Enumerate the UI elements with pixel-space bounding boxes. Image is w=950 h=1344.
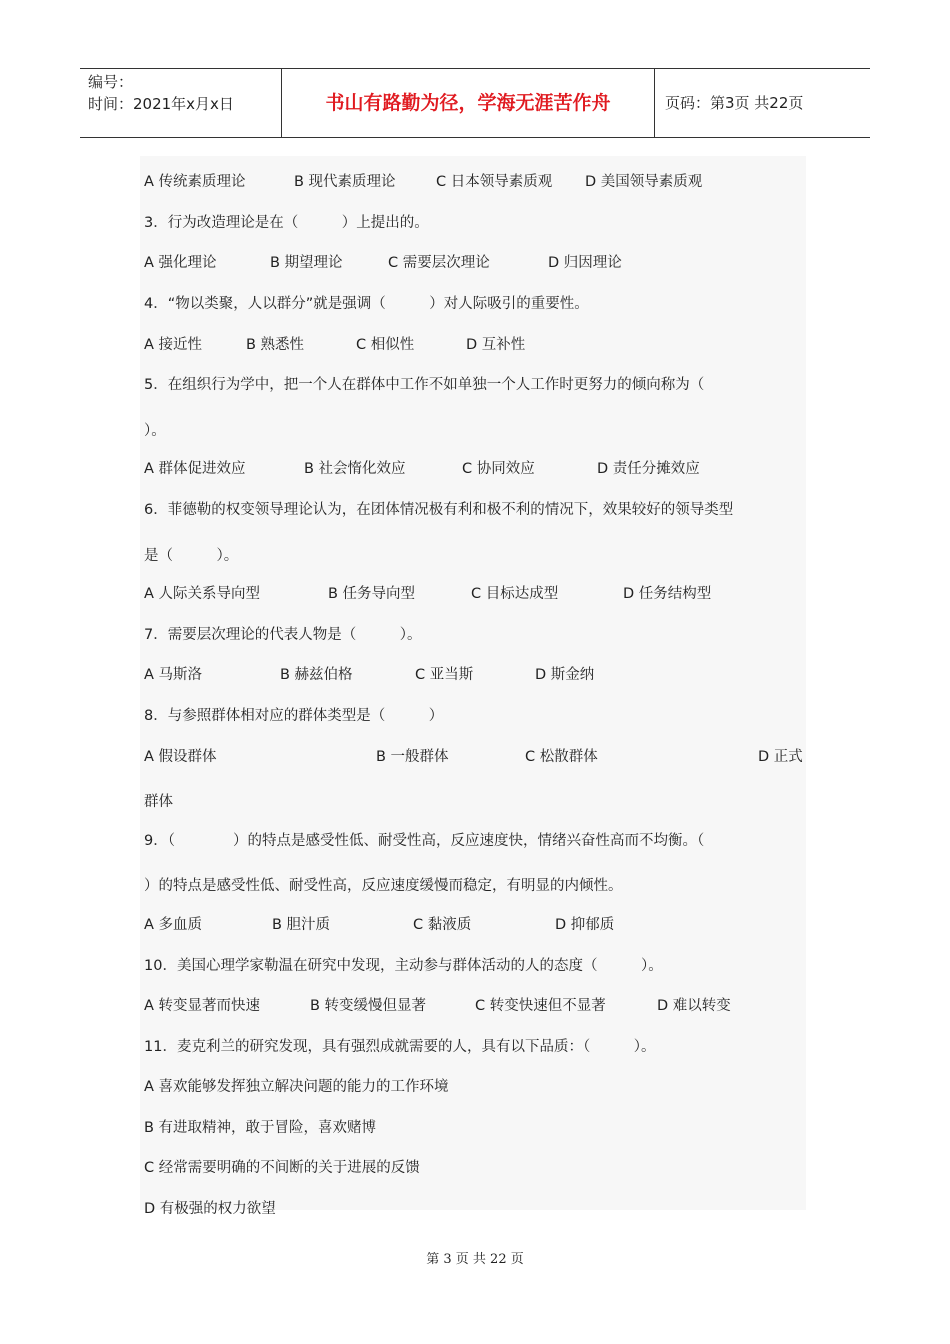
question-text: 8．与参照群体相对应的群体类型是（ ） (144, 708, 444, 724)
option-text: C 松散群体 (525, 749, 598, 765)
content-line (144, 1075, 449, 1096)
option-text: D 互补性 (466, 337, 526, 353)
header-page-info: 页码：第3页 共22页 (665, 94, 804, 112)
content-line (144, 419, 166, 440)
content-line (144, 1035, 655, 1056)
option-text: B 现代素质理论 (294, 174, 396, 190)
header-meta (80, 69, 282, 137)
option-text: B 胆汁质 (272, 917, 331, 933)
option-text: B 转变缓慢但显著 (310, 998, 427, 1014)
question-text: 5．在组织行为学中，把一个人在群体中工作不如单独一个人工作时更努力的倾向称为（ (144, 377, 705, 393)
option-text: C 黏液质 (413, 917, 472, 933)
header-motto: 书山有路勤为径，学海无涯苦作舟 (282, 69, 655, 137)
question-text: 3．行为改造理论是在（ ）上提出的。 (144, 215, 429, 231)
time-text: 时间：2021年x月x日 (88, 95, 234, 113)
content-line (144, 1156, 420, 1177)
option-text: C 日本领导素质观 (436, 174, 553, 190)
question-text: C 经常需要明确的不间断的关于进展的反馈 (144, 1160, 420, 1176)
content-line (144, 211, 429, 232)
option-text: A 假设群体 (144, 749, 217, 765)
question-text: 是（ ）。 (144, 548, 239, 564)
option-text: A 群体促进效应 (144, 461, 246, 477)
option-text: D 抑郁质 (555, 917, 615, 933)
content-line (144, 373, 704, 394)
option-text: D 任务结构型 (623, 586, 712, 602)
option-text: D 正式 (758, 749, 803, 765)
option-text: C 需要层次理论 (388, 255, 490, 271)
question-text: 11．麦克利兰的研究发现，具有强烈成就需要的人，具有以下品质：（ ）。 (144, 1039, 656, 1055)
option-text: B 社会惰化效应 (304, 461, 406, 477)
question-text: 4．“物以类聚，人以群分”就是强调（ ）对人际吸引的重要性。 (144, 296, 589, 312)
question-content (140, 156, 806, 1217)
question-text: ）的特点是感受性低、耐受性高，反应速度缓慢而稳定，有明显的内倾性。 (144, 878, 623, 894)
page-footer: 第 3 页 共 22 页 (426, 1252, 524, 1267)
content-line (144, 623, 421, 644)
question-text: D 有极强的权力欲望 (144, 1201, 276, 1217)
option-text: B 赫兹伯格 (280, 667, 353, 683)
option-text: B 熟悉性 (246, 337, 305, 353)
option-text: A 强化理论 (144, 255, 217, 271)
option-text: A 接近性 (144, 337, 203, 353)
code-label: 编号： (88, 73, 134, 91)
question-text: 7．需要层次理论的代表人物是（ ）。 (144, 627, 422, 643)
option-text: D 难以转变 (657, 998, 731, 1014)
option-text: D 责任分摊效应 (597, 461, 700, 477)
option-text: C 目标达成型 (471, 586, 559, 602)
content-line (144, 292, 589, 313)
option-text: A 人际关系导向型 (144, 586, 261, 602)
page-header (80, 68, 870, 138)
question-text: 10．美国心理学家勒温在研究中发现，主动参与群体活动的人的态度（ ）。 (144, 958, 663, 974)
option-text: A 传统素质理论 (144, 174, 246, 190)
option-text: B 一般群体 (376, 749, 449, 765)
content-line (144, 1197, 276, 1218)
question-text: B 有进取精神，敢于冒险，喜欢赌博 (144, 1120, 377, 1136)
content-line (144, 704, 443, 725)
option-text: A 转变显著而快速 (144, 998, 261, 1014)
option-text: C 亚当斯 (415, 667, 474, 683)
content-line (144, 544, 238, 565)
option-text: B 任务导向型 (328, 586, 416, 602)
content-line (144, 790, 173, 811)
option-text: D 美国领导素质观 (585, 174, 703, 190)
content-line (144, 1116, 376, 1137)
option-text: C 转变快速但不显著 (475, 998, 606, 1014)
content-line (144, 829, 704, 850)
option-text: A 马斯洛 (144, 667, 203, 683)
question-text: 群体 (144, 794, 173, 810)
question-text: ）。 (144, 423, 166, 439)
content-line (144, 498, 733, 519)
option-text: D 斯金纳 (535, 667, 595, 683)
option-text: C 相似性 (356, 337, 415, 353)
content-line (144, 874, 623, 895)
content-line (144, 954, 663, 975)
option-text: C 协同效应 (462, 461, 535, 477)
option-text: B 期望理论 (270, 255, 343, 271)
question-text: 9．（ ）的特点是感受性低、耐受性高，反应速度快，情绪兴奋性高而不均衡。（ (144, 833, 705, 849)
option-text: D 归因理论 (548, 255, 622, 271)
question-text: 6．菲德勒的权变领导理论认为，在团体情况极有利和极不利的情况下，效果较好的领导类型 (144, 502, 734, 518)
question-text: A 喜欢能够发挥独立解决问题的能力的工作环境 (144, 1079, 449, 1095)
option-text: A 多血质 (144, 917, 203, 933)
